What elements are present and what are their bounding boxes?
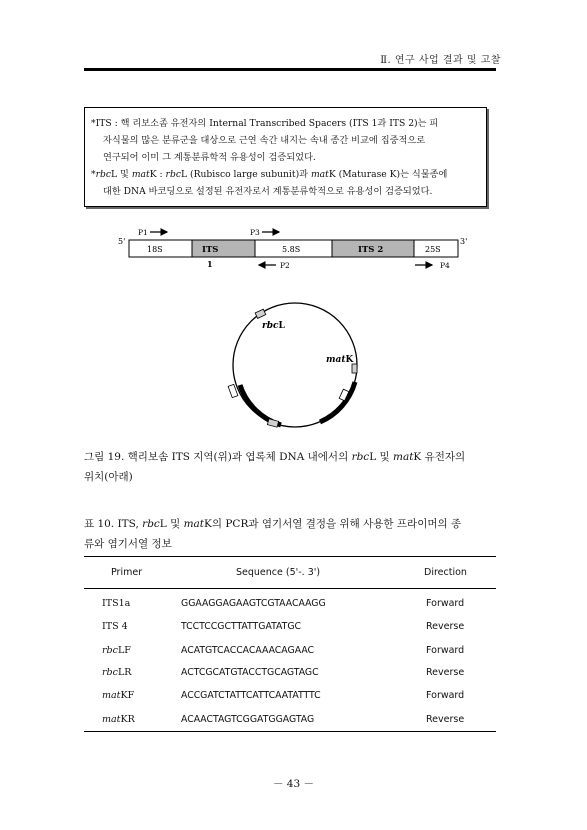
primer-suffix: KF [120, 690, 135, 701]
matk-gene-box [352, 364, 357, 373]
plasmid-rbcl-label: rbcL [262, 321, 285, 331]
sequence-cell: ACATGTCACCACAAACAGAAC [181, 645, 315, 656]
primer-suffix: LF [117, 645, 131, 656]
primer-suffix: LR [117, 667, 132, 678]
caption-text: L 및 [369, 451, 393, 463]
inverted-repeat-a [240, 385, 281, 425]
primer-p1-label: P1 [138, 228, 148, 237]
caption-text: 그림 19. 핵리보솜 ITS 지역(위)과 엽록체 DNA 내에서의 [84, 451, 352, 463]
table-caption [84, 514, 496, 554]
primer-cell [102, 645, 131, 656]
gene-marker-bottom [267, 419, 278, 427]
note-text: K (Maturase K)는 식물종에 [328, 169, 448, 180]
sequence-cell: ACCGATCTATTCATTCAATATTTC [181, 690, 321, 701]
caption-text: K의 PCR과 염기서열 결정을 위해 사용한 프라이머의 종 [204, 518, 462, 530]
primer-cell: ITS 4 [102, 621, 128, 632]
direction-cell: Reverse [426, 714, 465, 725]
direction-cell: Reverse [426, 667, 465, 678]
region-18s-label: 18S [147, 245, 163, 254]
chloroplast-genome-diagram [0, 290, 587, 450]
sequence-cell: ACAACTAGTCGGATGGAGTAG [181, 714, 315, 725]
caption-text: 류와 염기서열 정보 [84, 538, 172, 550]
region-its1-label: ITS [202, 245, 219, 255]
region-its1-number: 1 [207, 259, 213, 269]
direction-cell: Forward [426, 598, 465, 609]
page-number: － 43 － [272, 778, 315, 790]
table-rule-bottom [84, 731, 496, 732]
note-line-5: 대한 DNA 바코딩으로 설정된 유전자로서 계통분류학적으로 유용성이 검증되었다. [103, 186, 433, 197]
rbcl-gene-box [255, 309, 266, 318]
primer-suffix: KR [120, 714, 135, 725]
gene-name: rbc [102, 645, 118, 656]
table-header-direction: Direction [424, 567, 467, 578]
table-header-sequence: Sequence (5'-. 3') [236, 567, 321, 578]
gene-name: mat [131, 169, 150, 180]
table-row [84, 667, 496, 687]
note-text: L 및 [111, 169, 132, 180]
gene-name: rbc [102, 667, 118, 678]
table-row [84, 690, 496, 710]
region-its2-label: ITS 2 [358, 245, 384, 255]
three-prime-label: 3' [460, 237, 468, 246]
table-row [84, 621, 496, 641]
sequence-cell: GGAAGGAGAAGTCGTAACAAGG [181, 598, 326, 609]
gene-name: mat [102, 690, 121, 701]
note-text: K : [149, 169, 166, 180]
note-text: L (Rubisco large subunit)과 [180, 169, 311, 180]
direction-cell: Forward [426, 690, 465, 701]
gene-name: rbc [165, 169, 181, 180]
gene-name: rbc [351, 451, 370, 463]
gene-name: rbc [95, 169, 112, 180]
figure-caption [84, 447, 496, 487]
caption-text: 표 10. ITS, [84, 518, 143, 530]
table-row [84, 598, 496, 618]
primer-cell [102, 667, 131, 678]
gene-name: mat [102, 714, 121, 725]
gene-name: rbc [142, 518, 160, 530]
gene-name: mat [183, 518, 205, 530]
primer-p4-label: P4 [440, 261, 450, 270]
note-line-1: *ITS : 핵 리보소좀 유전자의 Internal Transcribed Spacers (ITS 1과 ITS 2)는 피 [91, 118, 439, 129]
table-header-primer: Primer [111, 567, 143, 578]
inverted-repeat-b [320, 382, 355, 422]
sequence-cell: ACTCGCATGTACCTGCAGTAGC [181, 667, 319, 678]
region-5-8s-label: 5.8S [282, 245, 301, 254]
direction-cell: Reverse [426, 621, 465, 632]
table-row [84, 645, 496, 665]
region-25s-label: 25S [425, 245, 441, 254]
note-bullet: * [91, 169, 96, 180]
primer-p2-label: P2 [280, 261, 290, 270]
table-rule-mid [84, 588, 496, 589]
primer-cell [102, 690, 134, 701]
gene-name: mat [310, 169, 329, 180]
primer-cell: ITS1a [102, 598, 131, 609]
note-line-3: 연구되어 이미 그 계통분류학적 유용성이 검증되었다. [103, 152, 316, 163]
primer-p3-label: P3 [250, 228, 260, 237]
direction-cell: Forward [426, 645, 465, 656]
caption-text: L 및 [159, 518, 184, 530]
gene-name: mat [392, 451, 414, 463]
running-header: Ⅱ. 연구 사업 결과 및 고찰 [380, 55, 501, 66]
five-prime-label: 5' [118, 237, 126, 246]
table-rule-top [84, 556, 496, 557]
note-line-2: 자식물의 많은 분류군을 대상으로 근연 속간 내지는 속내 종간 비교에 집중적으로 [103, 135, 426, 146]
caption-text: K 유전자의 [413, 451, 466, 463]
plasmid-matk-label: matK [326, 355, 354, 365]
primer-cell [102, 714, 135, 725]
caption-text: 위치(아래) [84, 471, 133, 483]
sequence-cell: TCCTCCGCTTATTGATATGC [181, 621, 302, 632]
its-region-diagram [0, 0, 587, 300]
